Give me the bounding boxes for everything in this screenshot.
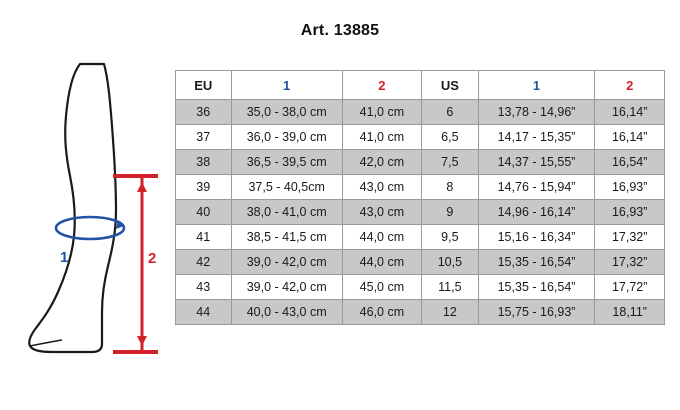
height-arrow-up bbox=[137, 182, 147, 192]
cell-us: 10,5 bbox=[422, 250, 479, 275]
cell-measure-1-cm: 38,0 - 41,0 cm bbox=[231, 200, 342, 225]
table-row bbox=[176, 125, 665, 150]
cell-measure-1-in: 14,17 - 15,35” bbox=[478, 125, 595, 150]
size-chart bbox=[175, 70, 665, 325]
cell-measure-1-in: 13,78 - 14,96” bbox=[478, 100, 595, 125]
cell-eu: 40 bbox=[176, 200, 232, 225]
cell-measure-2-cm: 43,0 cm bbox=[342, 200, 421, 225]
cell-measure-2-cm: 42,0 cm bbox=[342, 150, 421, 175]
cell-measure-2-in: 17,32” bbox=[595, 225, 665, 250]
cell-measure-1-in: 14,37 - 15,55” bbox=[478, 150, 595, 175]
table-row bbox=[176, 225, 665, 250]
page-title: Art. 13885 bbox=[300, 22, 380, 39]
cell-measure-1-in: 14,76 - 15,94” bbox=[478, 175, 595, 200]
cell-measure-2-cm: 45,0 cm bbox=[342, 275, 421, 300]
cell-measure-2-cm: 43,0 cm bbox=[342, 175, 421, 200]
cell-measure-2-in: 18,11” bbox=[595, 300, 665, 325]
table-body bbox=[176, 100, 665, 325]
table-row bbox=[176, 275, 665, 300]
leg-outline bbox=[29, 64, 116, 352]
cell-eu: 36 bbox=[176, 100, 232, 125]
cell-measure-1-cm: 35,0 - 38,0 cm bbox=[231, 100, 342, 125]
cell-eu: 43 bbox=[176, 275, 232, 300]
cell-measure-2-in: 16,93” bbox=[595, 175, 665, 200]
leg-measurement-diagram bbox=[18, 60, 168, 360]
header-measure-2-cm: 2 bbox=[342, 71, 421, 100]
header-measure-1-cm: 1 bbox=[231, 71, 342, 100]
cell-measure-1-cm: 37,5 - 40,5cm bbox=[231, 175, 342, 200]
cell-measure-1-cm: 38,5 - 41,5 cm bbox=[231, 225, 342, 250]
cell-eu: 37 bbox=[176, 125, 232, 150]
cell-us: 9 bbox=[422, 200, 479, 225]
measure-1-label: 1 bbox=[60, 249, 69, 266]
cell-measure-1-in: 15,75 - 16,93” bbox=[478, 300, 595, 325]
cell-measure-2-in: 17,32” bbox=[595, 250, 665, 275]
cell-measure-1-in: 14,96 - 16,14” bbox=[478, 200, 595, 225]
header-measure-1-in: 1 bbox=[478, 71, 595, 100]
cell-us: 8 bbox=[422, 175, 479, 200]
height-arrow-down bbox=[137, 336, 147, 346]
cell-measure-1-cm: 39,0 - 42,0 cm bbox=[231, 250, 342, 275]
header-us: US bbox=[422, 71, 479, 100]
cell-measure-1-in: 15,35 - 16,54” bbox=[478, 275, 595, 300]
cell-us: 6,5 bbox=[422, 125, 479, 150]
cell-measure-2-cm: 44,0 cm bbox=[342, 225, 421, 250]
cell-measure-2-cm: 44,0 cm bbox=[342, 250, 421, 275]
cell-eu: 39 bbox=[176, 175, 232, 200]
cell-us: 7,5 bbox=[422, 150, 479, 175]
cell-measure-2-in: 16,93” bbox=[595, 200, 665, 225]
cell-measure-1-cm: 39,0 - 42,0 cm bbox=[231, 275, 342, 300]
cell-measure-2-cm: 41,0 cm bbox=[342, 100, 421, 125]
cell-measure-2-in: 16,14” bbox=[595, 125, 665, 150]
cell-measure-1-cm: 40,0 - 43,0 cm bbox=[231, 300, 342, 325]
header-eu: EU bbox=[176, 71, 232, 100]
cell-eu: 41 bbox=[176, 225, 232, 250]
table-header-row bbox=[176, 71, 665, 100]
header-measure-2-in: 2 bbox=[595, 71, 665, 100]
cell-eu: 38 bbox=[176, 150, 232, 175]
cell-measure-2-in: 16,54” bbox=[595, 150, 665, 175]
measure-2-label: 2 bbox=[148, 250, 157, 267]
cell-measure-1-cm: 36,0 - 39,0 cm bbox=[231, 125, 342, 150]
cell-us: 12 bbox=[422, 300, 479, 325]
cell-measure-2-cm: 46,0 cm bbox=[342, 300, 421, 325]
table-row bbox=[176, 150, 665, 175]
size-table bbox=[175, 70, 665, 325]
cell-measure-2-cm: 41,0 cm bbox=[342, 125, 421, 150]
cell-us: 11,5 bbox=[422, 275, 479, 300]
table-row bbox=[176, 100, 665, 125]
cell-us: 9,5 bbox=[422, 225, 479, 250]
cell-us: 6 bbox=[422, 100, 479, 125]
cell-measure-2-in: 16,14” bbox=[595, 100, 665, 125]
table-row bbox=[176, 175, 665, 200]
table-row bbox=[176, 300, 665, 325]
table-row bbox=[176, 250, 665, 275]
cell-eu: 44 bbox=[176, 300, 232, 325]
cell-measure-1-cm: 36,5 - 39,5 cm bbox=[231, 150, 342, 175]
cell-measure-2-in: 17,72” bbox=[595, 275, 665, 300]
cell-measure-1-in: 15,16 - 16,34” bbox=[478, 225, 595, 250]
cell-measure-1-in: 15,35 - 16,54” bbox=[478, 250, 595, 275]
table-row bbox=[176, 200, 665, 225]
cell-eu: 42 bbox=[176, 250, 232, 275]
